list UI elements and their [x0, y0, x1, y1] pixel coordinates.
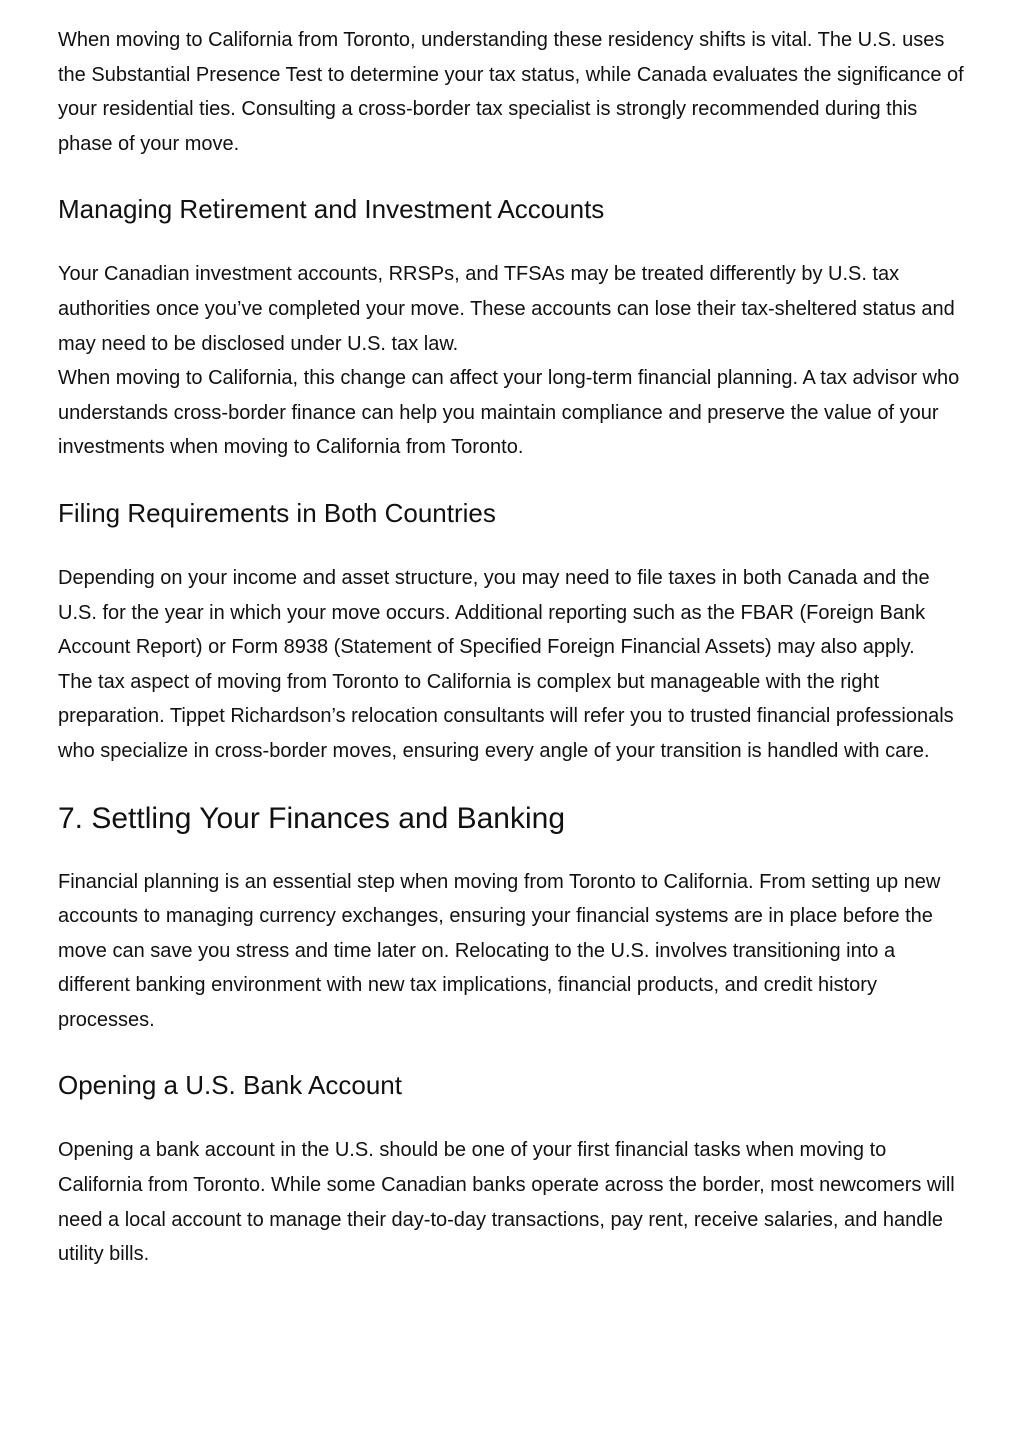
heading-retirement-investment: Managing Retirement and Investment Accounts [58, 194, 605, 225]
heading-us-bank-account: Opening a U.S. Bank Account [58, 1070, 402, 1101]
financial-planning-paragraph: When moving to California, this change can affect your long-term financial planning. A tax advisor who understands cross-border finance can help you maintain compliance and preserve the value of your investments when moving to California from Toronto. [58, 367, 960, 459]
section-7-heading: 7. Settling Your Finances and Banking [58, 801, 566, 835]
heading-filing-requirements: Filing Requirements in Both Countries [58, 497, 496, 528]
tax-aspect-paragraph: The tax aspect of moving from Toronto to California is complex but manageable with the right preparation. Tippet Richardson’s relocation consultants will refer you to trusted financial professionals who specialize in cross-border moves, ensuring every angle of your transition is handled with care. [58, 670, 954, 762]
bank-account-paragraph: Opening a bank account in the U.S. should be one of your first financial tasks when moving to California from Toronto. While some Canadian banks operate across the border, most newcomers will need a local account to manage their day-to-day transactions, pay rent, receive salaries, and handle utility bills. [58, 1139, 955, 1266]
investment-accounts-paragraph: Your Canadian investment accounts, RRSPs, and TFSAs may be treated differently by U.S. tax authorities once you’ve completed your move. These accounts can lose their tax-sheltered status and may need to be disclosed under U.S. tax law. [58, 263, 955, 355]
finances-banking-paragraph: Financial planning is an essential step when moving from Toronto to California. From setting up new accounts to managing currency exchanges, ensuring your financial systems are in place before the move can save you stress and time later on. Relocating to the U.S. involves transitioning into a different banking environment with new tax implications, financial products, and credit history processes. [58, 870, 941, 1031]
filing-paragraph: Depending on your income and asset structure, you may need to file taxes in both Canada and the U.S. for the year in which your move occurs. Additional reporting such as the FBAR (Foreign Bank Account Report) or Form 8938 (Statement of Specified Foreign Financial Assets) may also apply. [58, 566, 930, 659]
residency-paragraph: When moving to California from Toronto, understanding these residency shifts is vital. The U.S. uses the Substantial Presence Test to determine your tax status, while Canada evaluates the significance of your residential ties. Consulting a cross-border tax specialist is strongly recommended during this phase of your move. [58, 29, 964, 155]
